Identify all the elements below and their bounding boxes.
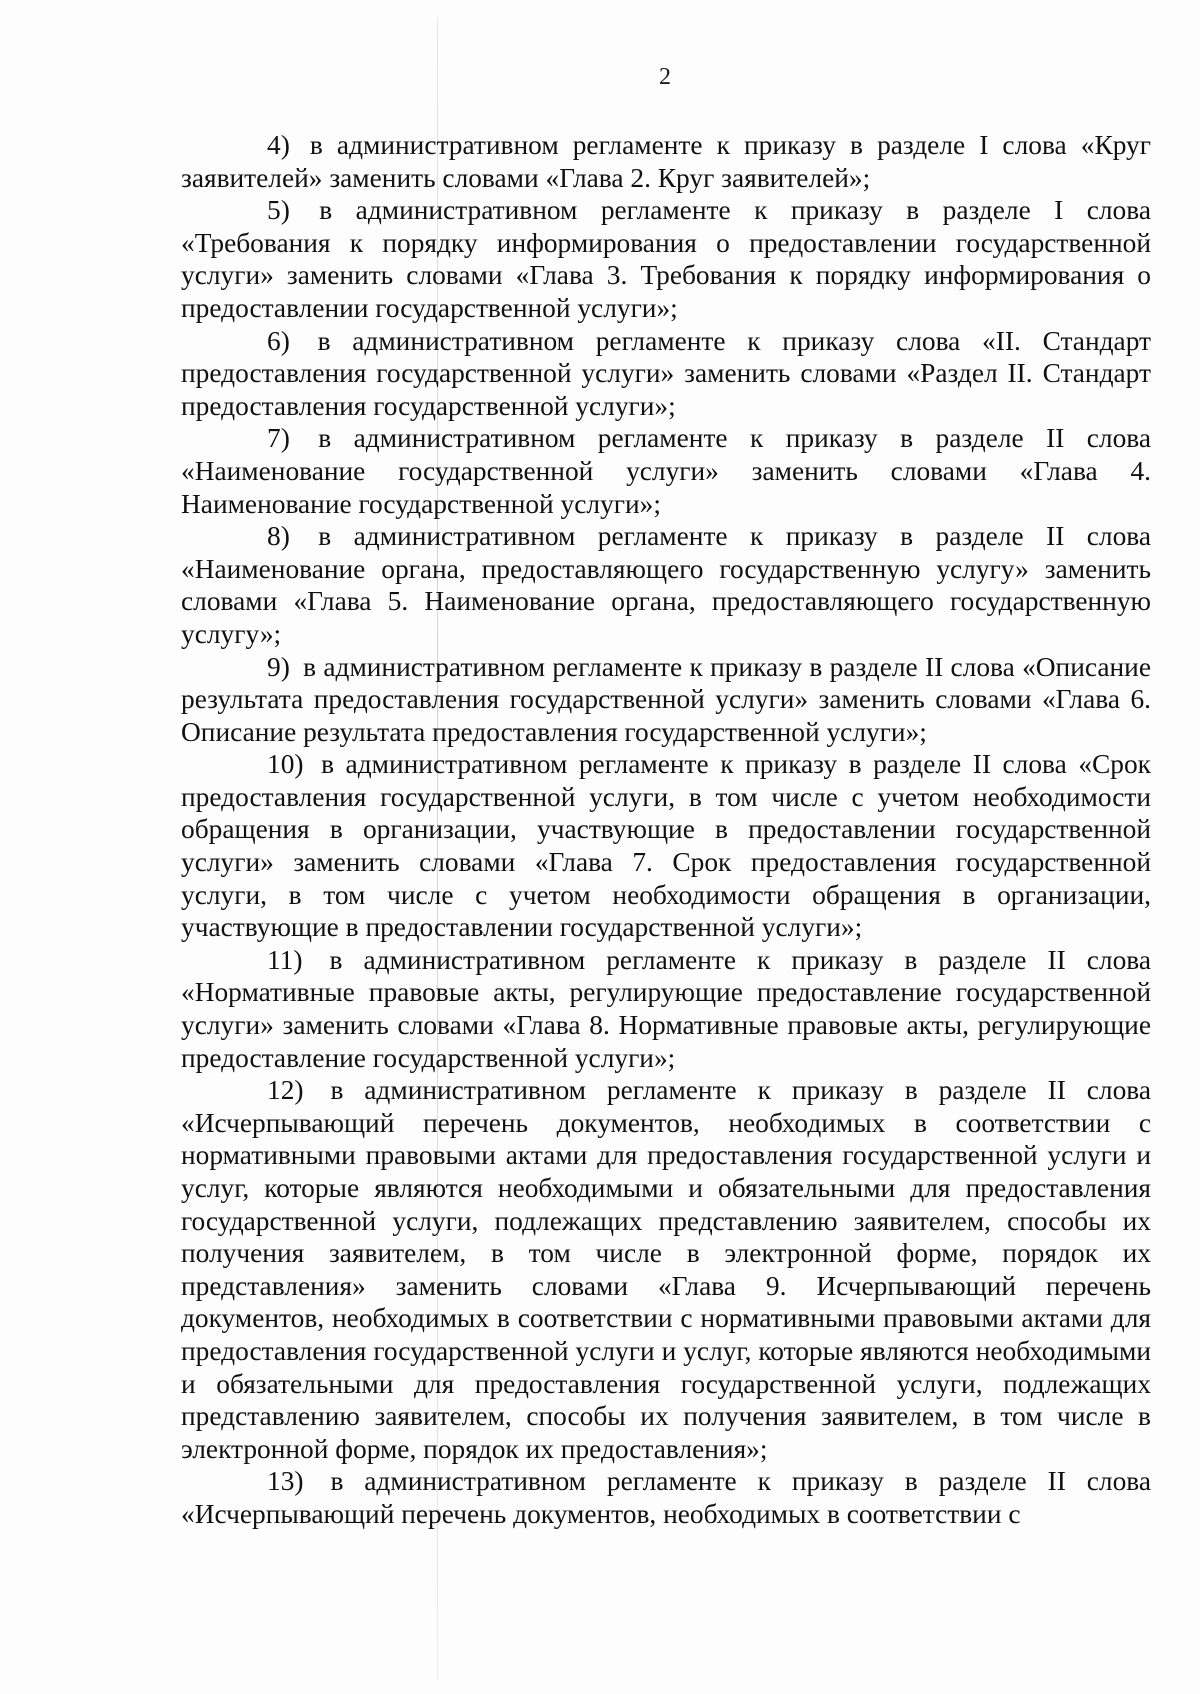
- list-item: [181, 1074, 1151, 1465]
- document-body: [181, 129, 1151, 1531]
- item-text: в административном регламенте к приказу в разделе II слова «Нормативные правовые акты, регулирующие предоставление государственной услуги» заменить словами «Глава 8. Нормативные правовые акты, регулирующие предоставление государственной услуги»;: [181, 944, 1151, 1073]
- item-number: 9): [267, 651, 290, 682]
- item-number: 12): [267, 1075, 304, 1106]
- item-text: в административном регламенте к приказу в разделе II слова «Срок предоставления государственной услуги, в том числе с учетом необходимости обращения в организации, участвующие в предоставлении государственной услуги» заменить словами «Глава 7. Срок предоставления государственной услуги, в том числе с учетом необходимости обращения в организации, участвующие в предоставлении государственной услуги»;: [181, 749, 1151, 943]
- list-item: [181, 129, 1151, 194]
- item-number: 6): [267, 325, 290, 356]
- item-number: 13): [267, 1466, 304, 1497]
- list-item: [181, 944, 1151, 1074]
- item-number: 10): [267, 749, 304, 780]
- item-text: в административном регламенте к приказу в разделе II слова «Наименование государственной услуги» заменить словами «Глава 4. Наименование государственной услуги»;: [181, 423, 1151, 519]
- page-number: 2: [659, 64, 671, 90]
- item-text: в административном регламенте к приказу в разделе I слова «Круг заявителей» заменить словами «Глава 2. Круг заявителей»;: [181, 130, 1151, 193]
- item-text: в административном регламенте к приказу слова «II. Стандарт предоставления государственной услуги» заменить словами «Раздел II. Стандарт предоставления государственной услуги»;: [181, 325, 1151, 421]
- item-number: 5): [267, 195, 290, 226]
- list-item: [181, 194, 1151, 324]
- item-text: в административном регламенте к приказу в разделе I слова «Требования к порядку информирования о предоставлении государственной услуги» заменить словами «Глава 3. Требования к порядку информирования о предоставлении государственной услуги»;: [181, 195, 1151, 323]
- item-text: в административном регламенте к приказу в разделе II слова «Исчерпывающий перечень документов, необходимых в соответствии с: [181, 1466, 1151, 1529]
- item-number: 7): [267, 423, 290, 454]
- item-number: 11): [267, 944, 303, 975]
- item-text: в административном регламенте к приказу в разделе II слова «Описание результата предоставления государственной услуги» заменить словами «Глава 6. Описание результата предоставления государственной услуги»;: [181, 651, 1151, 747]
- list-item: [181, 325, 1151, 423]
- item-text: в административном регламенте к приказу в разделе II слова «Наименование органа, предоставляющего государственную услугу» заменить словами «Глава 5. Наименование органа, предоставляющего государственную услугу»;: [181, 521, 1151, 649]
- list-item: [181, 651, 1151, 749]
- item-number: 8): [267, 521, 290, 552]
- list-item: [181, 422, 1151, 520]
- list-item: [181, 748, 1151, 944]
- item-text: в административном регламенте к приказу в разделе II слова «Исчерпывающий перечень документов, необходимых в соответствии с нормативными правовыми актами для предоставления государственной услуги и услуг, которые являются необходимыми и обязательными для предоставления государственной услуги, подлежащих представлению заявителем, способы их получения заявителем, в том числе в электронной форме, порядок их представления» заменить словами «Глава 9. Исчерпывающий перечень документов, необходимых в соответствии с нормативными правовыми актами для предоставления государственной услуги и услуг, которые являются необходимыми и обязательными для предоставления государственной услуги, подлежащих представлению заявителем, способы их получения заявителем, в том числе в электронной форме, порядок их предоставления»;: [181, 1075, 1151, 1464]
- list-item: [181, 1465, 1151, 1530]
- item-number: 4): [267, 130, 290, 160]
- list-item: [181, 520, 1151, 650]
